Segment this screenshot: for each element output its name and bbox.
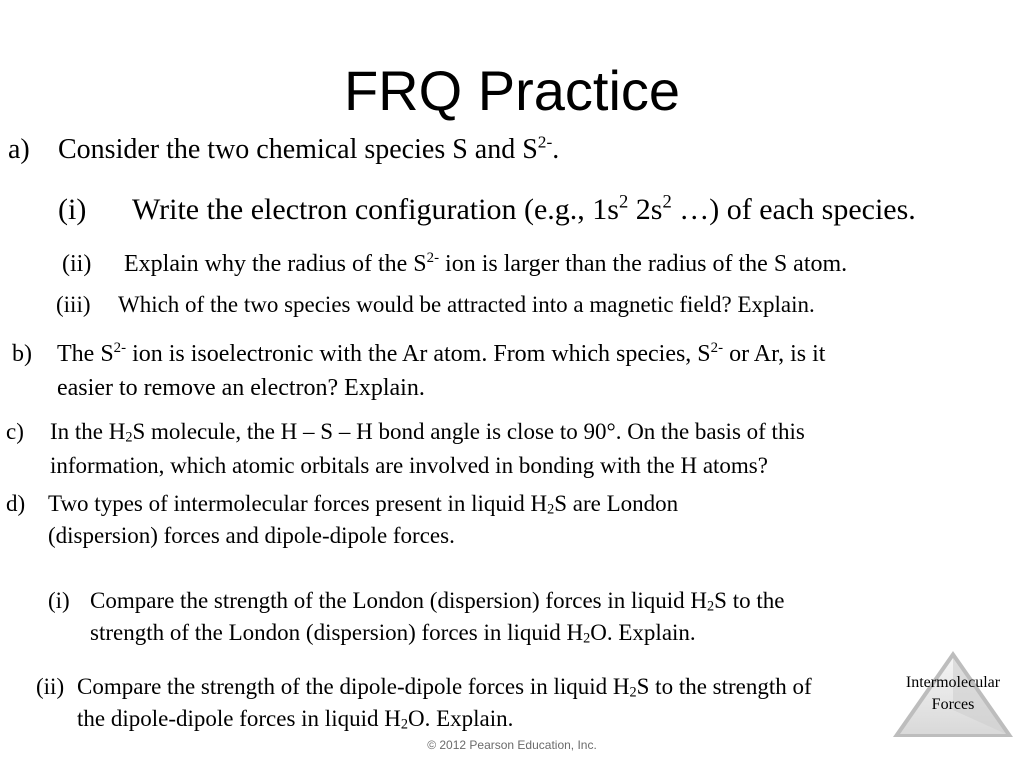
question-d-i-marker: (i): [48, 588, 70, 613]
question-c: [0, 416, 1024, 482]
question-a-ii: [0, 248, 1024, 280]
question-a-iii-text: Which of the two species would be attracted into a magnetic field? Explain.: [118, 292, 815, 317]
question-d-i-line1: Compare the strength of the London (dispersion) forces in liquid $H_2S$ to the: [90, 588, 785, 615]
sulfide-charge: 2-: [537, 132, 553, 152]
question-d-ii: [0, 671, 1024, 737]
question-a: [0, 133, 1024, 169]
question-b-marker: b): [12, 341, 32, 367]
question-d-i: [0, 585, 1024, 651]
question-a-marker: a): [8, 134, 30, 165]
question-a-i-marker: (i): [58, 193, 87, 226]
question-d-line1: Two types of intermolecular forces present in liquid $H_2S$ are London: [48, 491, 679, 518]
question-b-line1: The $S^{2-}$ ion is isoelectronic with the Ar atom. From which species, $S^{2-}$ or Ar, is it: [57, 339, 826, 367]
question-d-i-line2: strength of the London (dispersion) forces in liquid $H_2O$. Explain.: [90, 620, 696, 647]
question-c-line2: information, which atomic orbitals are involved in bonding with the H atoms?: [50, 453, 768, 478]
question-d-ii-line1: Compare the strength of the dipole-dipole forces in liquid $H_2S$ to the strength of: [77, 674, 812, 701]
question-c-line1: In the $H_2S$ molecule, the H – S – H bond angle is close to 90°. On the basis of this: [50, 419, 805, 446]
slide-title: FRQ Practice: [343, 59, 681, 122]
question-d-ii-line2: the dipole-dipole forces in liquid $H_2O$. Explain.: [77, 706, 514, 733]
question-a-i: [0, 192, 1024, 230]
question-d: [0, 488, 1024, 554]
question-b-line2: easier to remove an electron? Explain.: [57, 375, 425, 401]
question-a-ii-text: Explain why the radius of the $S^{2-}$ ion is larger than the radius of the S atom.: [124, 249, 848, 277]
badge-label: Intermolecular Forces: [905, 674, 1001, 713]
copyright-footer: © 2012 Pearson Education, Inc.: [427, 738, 597, 752]
question-a-text: Consider the two chemical species S and $S^{2-}$.: [58, 132, 560, 165]
question-a-ii-marker: (ii): [62, 251, 92, 277]
question-c-marker: c): [6, 419, 24, 444]
question-d-marker: d): [6, 491, 26, 516]
question-a-iii-marker: (iii): [56, 292, 91, 317]
question-b: [0, 338, 1024, 404]
question-a-iii: [0, 289, 1024, 321]
question-d-line2: (dispersion) forces and dipole-dipole forces.: [48, 523, 455, 548]
question-d-ii-marker: (ii): [36, 674, 65, 699]
question-a-i-text: Write the electron configuration (e.g., $1s^2$ $2s^2$ …) of each species.: [132, 191, 916, 226]
